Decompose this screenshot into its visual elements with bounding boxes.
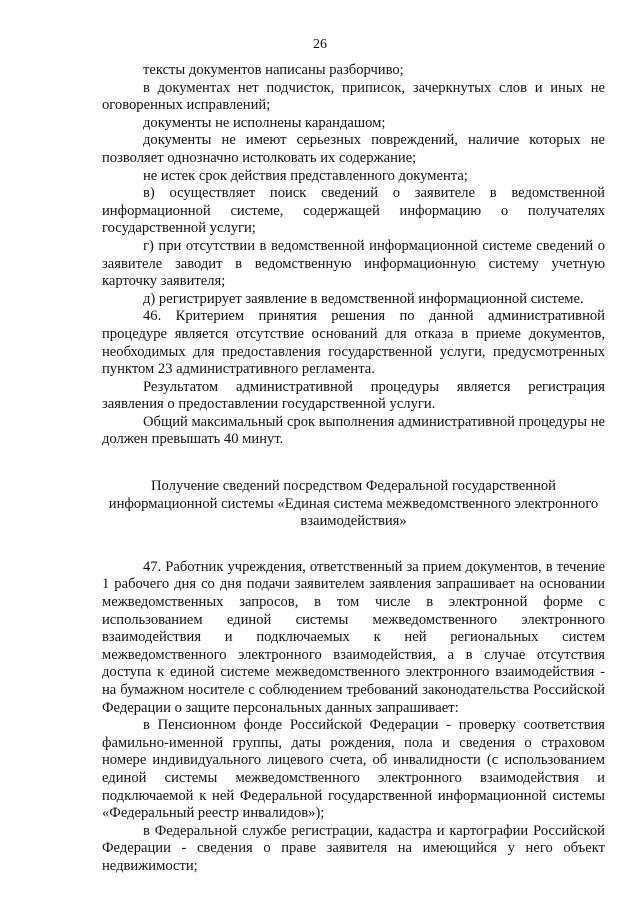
paragraph: Результатом административной процедуры является регистрация заявления о предоставлении государственной услуги. (102, 378, 605, 413)
paragraph: 46. Критерием принятия решения по данной административной процедуре является отсутствие оснований для отказа в приеме документов, необходимых для предоставления государственной услуги, предусмотренных пунктом 23 административного регламента. (102, 308, 605, 378)
paragraph: 47. Работник учреждения, ответственный за прием документов, в течение 1 рабочего дня со дня подачи заявителем заявления запрашивает на основании межведомственных запросов, в том числе в электронной форме с использованием единой системы межведомственного электронного взаимодействия и подключаемых к ней региональных систем межведомственного электронного взаимодействия, а в случае отсутствия доступа к единой системе межведомственного электронного взаимодействия - на бумажном носителе с соблюдением требований законодательства Российской Федерации о защите персональных данных запрашивает: (102, 558, 605, 716)
section-heading: Получение сведений посредством Федеральной государственной информационной системы «Единая система межведомственного электронного взаимодействия» (108, 478, 599, 530)
page-number: 26 (313, 37, 327, 52)
paragraph: г) при отсутствии в ведомственной информационной системе сведений о заявителе заводит в ведомственную информационную систему учетную карточку заявителя; (102, 237, 605, 290)
paragraph: документы не исполнены карандашом; (143, 114, 386, 131)
paragraph: в) осуществляет поиск сведений о заявителе в ведомственной информационной системе, содержащей информацию о получателях государственной услуги; (102, 185, 605, 237)
paragraph: д) регистрирует заявление в ведомственной информационной системе. (143, 290, 584, 307)
paragraph: не истек срок действия представленного документа; (143, 167, 468, 184)
paragraph: в документах нет подчисток, приписок, зачеркнутых слов и иных не оговоренных исправлений; (102, 79, 605, 114)
paragraph: документы не имеют серьезных повреждений, наличие которых не позволяет однозначно истолковать их содержание; (102, 132, 605, 166)
paragraph: в Пенсионном фонде Российской Федерации - проверку соответствия фамильно-именной группы, даты рождения, пола и сведения о страховом номере индивидуального лицевого счета, об инвалидности (с использованием единой системы межведомственного электронного взаимодействия и подключаемой к ней Федеральной государственной информационной системы «Федеральный реестр инвалидов»); (102, 717, 605, 822)
document-body (102, 62, 605, 876)
paragraph: Общий максимальный срок выполнения административной процедуры не должен превышать 40 минут. (102, 413, 605, 448)
paragraph: в Федеральной службе регистрации, кадастра и картографии Российской Федерации - сведения о праве заявителя на имеющийся у него объект недвижимости; (102, 822, 605, 874)
paragraph: тексты документов написаны разборчиво; (143, 62, 404, 78)
